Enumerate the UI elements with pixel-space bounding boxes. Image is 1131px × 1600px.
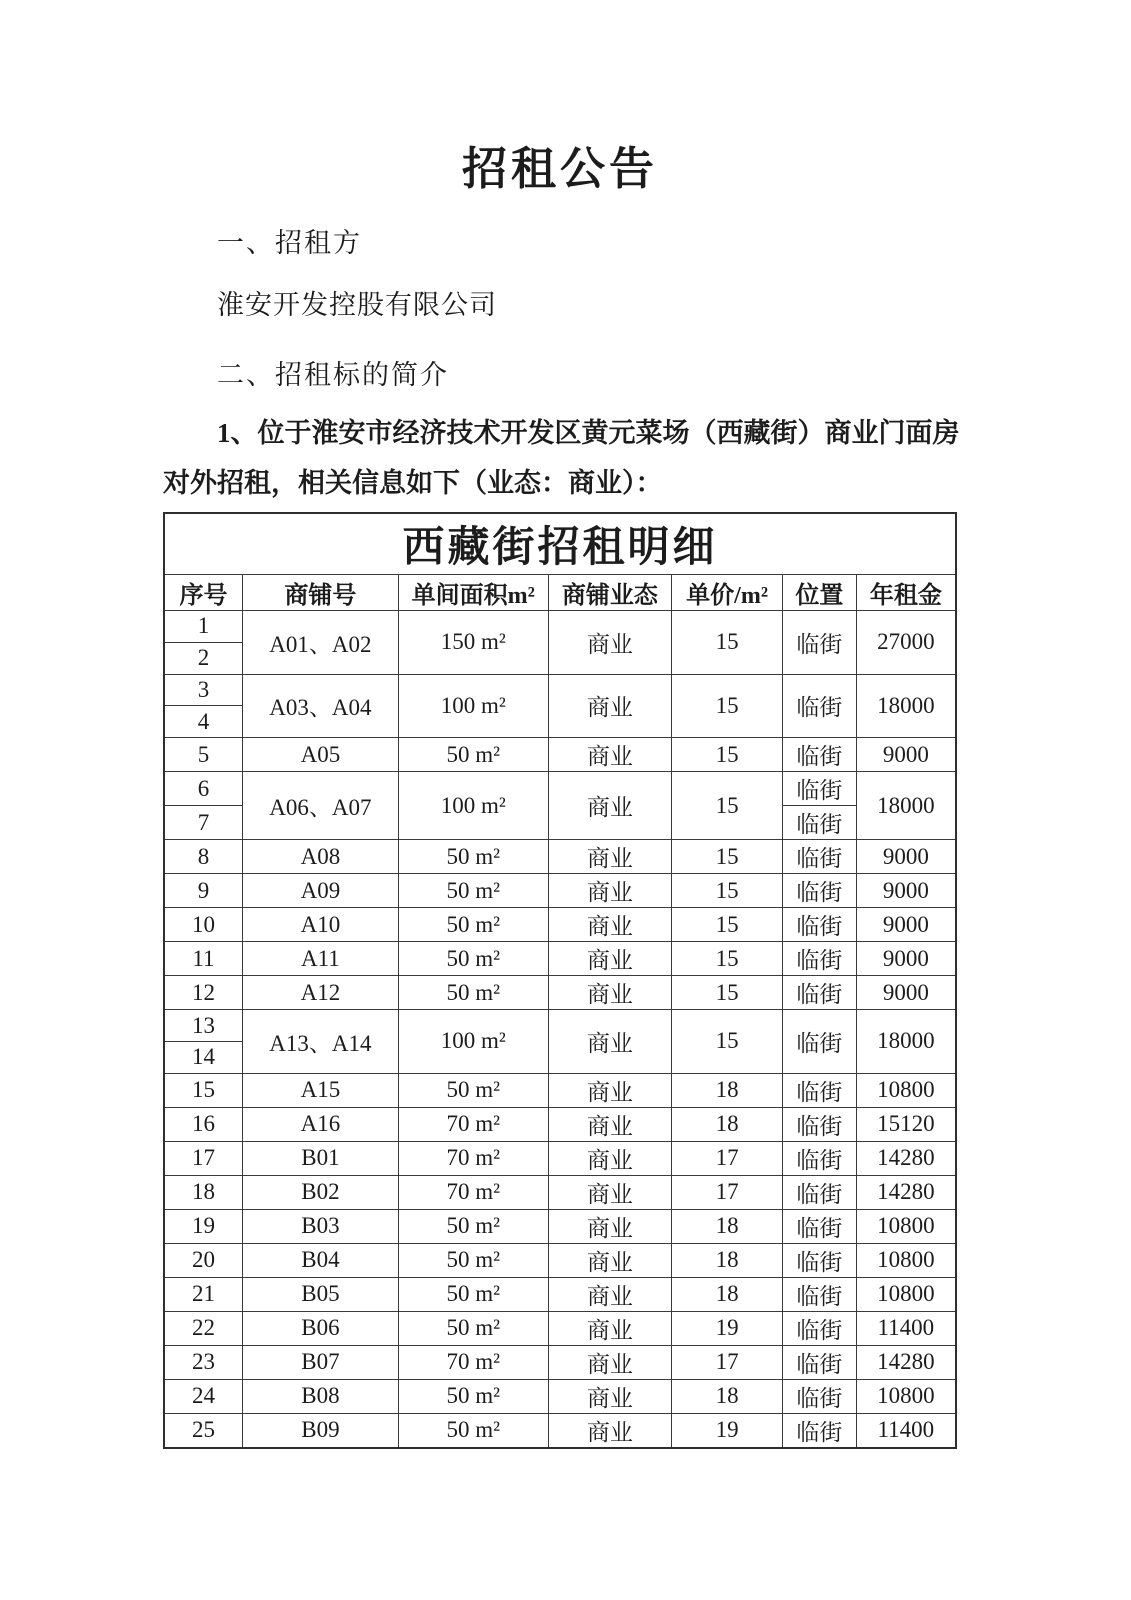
cell-serial: 5 (164, 738, 242, 772)
cell-shop: B05 (242, 1277, 398, 1311)
cell-area: 100 m² (398, 772, 548, 840)
cell-shop: A12 (242, 976, 398, 1010)
cell-shop: B04 (242, 1243, 398, 1277)
cell-location: 临街 (783, 1073, 857, 1107)
cell-rent: 10800 (856, 1277, 956, 1311)
table-row (164, 674, 956, 706)
lessor-name: 淮安开发控股有限公司 (217, 290, 497, 320)
cell-rent: 27000 (856, 611, 956, 675)
cell-shop: A15 (242, 1073, 398, 1107)
cell-price: 15 (672, 674, 783, 738)
cell-rent: 9000 (856, 738, 956, 772)
cell-shop: A01、A02 (242, 611, 398, 675)
cell-rent: 10800 (856, 1073, 956, 1107)
intro-paragraph-line-2: 对外招租，相关信息如下（业态：商业）： (163, 468, 663, 498)
cell-area: 50 m² (398, 976, 548, 1010)
cell-price: 15 (672, 1010, 783, 1074)
cell-rent: 10800 (856, 1209, 956, 1243)
intro-paragraph (163, 408, 960, 508)
cell-type: 商业 (548, 1073, 672, 1107)
col-header-rent: 年租金 (856, 575, 956, 611)
section-1-heading: 一、招租方 (217, 228, 362, 258)
cell-area: 70 m² (398, 1345, 548, 1379)
cell-price: 18 (672, 1379, 783, 1413)
col-header-location: 位置 (783, 575, 857, 611)
cell-location: 临街 (783, 908, 857, 942)
cell-shop: A13、A14 (242, 1010, 398, 1074)
table-row (164, 1107, 956, 1141)
cell-shop: B09 (242, 1413, 398, 1448)
cell-area: 50 m² (398, 874, 548, 908)
table-row (164, 1311, 956, 1345)
cell-shop: A09 (242, 874, 398, 908)
cell-price: 18 (672, 1073, 783, 1107)
cell-shop: B06 (242, 1311, 398, 1345)
col-header-shop: 商铺号 (242, 575, 398, 611)
table-row (164, 772, 956, 806)
cell-rent: 18000 (856, 772, 956, 840)
cell-serial: 2 (164, 642, 242, 674)
cell-serial: 21 (164, 1277, 242, 1311)
cell-rent: 9000 (856, 840, 956, 874)
cell-serial: 20 (164, 1243, 242, 1277)
cell-serial: 11 (164, 942, 242, 976)
cell-shop: A05 (242, 738, 398, 772)
cell-area: 150 m² (398, 611, 548, 675)
cell-serial: 7 (164, 806, 242, 840)
section-2-heading: 二、招租标的简介 (217, 360, 449, 390)
table-row (164, 611, 956, 643)
cell-serial: 24 (164, 1379, 242, 1413)
cell-area: 100 m² (398, 674, 548, 738)
cell-area: 50 m² (398, 1277, 548, 1311)
cell-type: 商业 (548, 1141, 672, 1175)
cell-serial: 18 (164, 1175, 242, 1209)
cell-serial: 23 (164, 1345, 242, 1379)
cell-location: 临街 (783, 1413, 857, 1448)
cell-area: 50 m² (398, 840, 548, 874)
cell-shop: A06、A07 (242, 772, 398, 840)
cell-location: 临街 (783, 840, 857, 874)
cell-serial: 13 (164, 1010, 242, 1042)
cell-location: 临街 (783, 772, 857, 806)
table-header-row (164, 575, 956, 611)
cell-type: 商业 (548, 1243, 672, 1277)
cell-location: 临街 (783, 874, 857, 908)
cell-price: 19 (672, 1311, 783, 1345)
cell-area: 70 m² (398, 1141, 548, 1175)
cell-area: 70 m² (398, 1107, 548, 1141)
cell-location: 临街 (783, 1010, 857, 1074)
cell-serial: 4 (164, 706, 242, 738)
table-row (164, 1073, 956, 1107)
cell-price: 17 (672, 1345, 783, 1379)
cell-area: 50 m² (398, 1073, 548, 1107)
cell-serial: 6 (164, 772, 242, 806)
table-row (164, 1141, 956, 1175)
cell-shop: B07 (242, 1345, 398, 1379)
cell-location: 临街 (783, 1243, 857, 1277)
intro-paragraph-line-1: 1、位于淮安市经济技术开发区黄元菜场（西藏街）商业门面房 (217, 418, 960, 448)
cell-price: 17 (672, 1175, 783, 1209)
cell-serial: 19 (164, 1209, 242, 1243)
cell-serial: 8 (164, 840, 242, 874)
cell-price: 15 (672, 976, 783, 1010)
cell-rent: 9000 (856, 942, 956, 976)
table-row (164, 840, 956, 874)
cell-location: 临街 (783, 942, 857, 976)
cell-type: 商业 (548, 1413, 672, 1448)
cell-type: 商业 (548, 1010, 672, 1074)
cell-serial: 1 (164, 611, 242, 643)
table-row (164, 1379, 956, 1413)
cell-rent: 11400 (856, 1311, 956, 1345)
cell-type: 商业 (548, 874, 672, 908)
cell-rent: 10800 (856, 1243, 956, 1277)
table-row (164, 1010, 956, 1042)
cell-location: 临街 (783, 1141, 857, 1175)
cell-area: 70 m² (398, 1175, 548, 1209)
cell-area: 50 m² (398, 908, 548, 942)
col-header-type: 商铺业态 (548, 575, 672, 611)
cell-rent: 14280 (856, 1141, 956, 1175)
cell-location: 临街 (783, 1345, 857, 1379)
cell-serial: 16 (164, 1107, 242, 1141)
col-header-price: 单价/m² (672, 575, 783, 611)
table-row (164, 1209, 956, 1243)
cell-price: 15 (672, 738, 783, 772)
cell-price: 19 (672, 1413, 783, 1448)
cell-type: 商业 (548, 976, 672, 1010)
cell-location: 临街 (783, 738, 857, 772)
table-row (164, 1243, 956, 1277)
cell-location: 临街 (783, 674, 857, 738)
cell-shop: A10 (242, 908, 398, 942)
cell-shop: A03、A04 (242, 674, 398, 738)
cell-type: 商业 (548, 738, 672, 772)
cell-price: 15 (672, 772, 783, 840)
table-row (164, 1413, 956, 1448)
table-row (164, 942, 956, 976)
table-row (164, 1175, 956, 1209)
table-row (164, 874, 956, 908)
cell-shop: B01 (242, 1141, 398, 1175)
cell-location: 临街 (783, 1311, 857, 1345)
cell-area: 50 m² (398, 1209, 548, 1243)
cell-rent: 15120 (856, 1107, 956, 1141)
cell-rent: 14280 (856, 1175, 956, 1209)
cell-type: 商业 (548, 1175, 672, 1209)
table-row (164, 976, 956, 1010)
cell-price: 18 (672, 1277, 783, 1311)
cell-location: 临街 (783, 1209, 857, 1243)
cell-price: 18 (672, 1243, 783, 1277)
cell-shop: A16 (242, 1107, 398, 1141)
cell-serial: 14 (164, 1041, 242, 1073)
cell-price: 15 (672, 840, 783, 874)
cell-price: 15 (672, 942, 783, 976)
document-content (163, 138, 960, 1449)
table-row (164, 738, 956, 772)
cell-price: 15 (672, 611, 783, 675)
cell-price: 18 (672, 1209, 783, 1243)
cell-shop: B02 (242, 1175, 398, 1209)
cell-location: 临街 (783, 976, 857, 1010)
cell-type: 商业 (548, 1379, 672, 1413)
cell-serial: 10 (164, 908, 242, 942)
cell-type: 商业 (548, 1311, 672, 1345)
cell-price: 15 (672, 874, 783, 908)
cell-type: 商业 (548, 942, 672, 976)
cell-location: 临街 (783, 1107, 857, 1141)
cell-type: 商业 (548, 772, 672, 840)
table-row (164, 908, 956, 942)
col-header-serial: 序号 (164, 575, 242, 611)
cell-rent: 9000 (856, 908, 956, 942)
cell-serial: 15 (164, 1073, 242, 1107)
cell-location: 临街 (783, 1277, 857, 1311)
cell-location: 临街 (783, 806, 857, 840)
col-header-area: 单间面积m² (398, 575, 548, 611)
cell-area: 50 m² (398, 1413, 548, 1448)
cell-serial: 17 (164, 1141, 242, 1175)
cell-type: 商业 (548, 1107, 672, 1141)
cell-price: 18 (672, 1107, 783, 1141)
table-row (164, 1345, 956, 1379)
cell-serial: 25 (164, 1413, 242, 1448)
cell-rent: 18000 (856, 674, 956, 738)
cell-area: 50 m² (398, 1379, 548, 1413)
cell-shop: B08 (242, 1379, 398, 1413)
cell-location: 临街 (783, 611, 857, 675)
cell-shop: A08 (242, 840, 398, 874)
cell-shop: B03 (242, 1209, 398, 1243)
table-title-row (164, 513, 956, 575)
cell-area: 100 m² (398, 1010, 548, 1074)
cell-serial: 22 (164, 1311, 242, 1345)
cell-type: 商业 (548, 1277, 672, 1311)
cell-shop: A11 (242, 942, 398, 976)
cell-type: 商业 (548, 1209, 672, 1243)
cell-rent: 11400 (856, 1413, 956, 1448)
cell-area: 50 m² (398, 942, 548, 976)
cell-area: 50 m² (398, 738, 548, 772)
cell-type: 商业 (548, 611, 672, 675)
cell-rent: 9000 (856, 976, 956, 1010)
cell-location: 临街 (783, 1175, 857, 1209)
cell-type: 商业 (548, 840, 672, 874)
cell-type: 商业 (548, 674, 672, 738)
cell-rent: 9000 (856, 874, 956, 908)
cell-serial: 3 (164, 674, 242, 706)
cell-serial: 9 (164, 874, 242, 908)
cell-location: 临街 (783, 1379, 857, 1413)
cell-price: 17 (672, 1141, 783, 1175)
cell-area: 50 m² (398, 1311, 548, 1345)
cell-rent: 18000 (856, 1010, 956, 1074)
page-title: 招租公告 (461, 144, 658, 194)
cell-price: 15 (672, 908, 783, 942)
cell-type: 商业 (548, 908, 672, 942)
cell-serial: 12 (164, 976, 242, 1010)
cell-rent: 14280 (856, 1345, 956, 1379)
rental-detail-table (163, 512, 957, 1449)
cell-rent: 10800 (856, 1379, 956, 1413)
table-title: 西藏街招租明细 (164, 513, 956, 575)
table-row (164, 1277, 956, 1311)
cell-type: 商业 (548, 1345, 672, 1379)
cell-area: 50 m² (398, 1243, 548, 1277)
